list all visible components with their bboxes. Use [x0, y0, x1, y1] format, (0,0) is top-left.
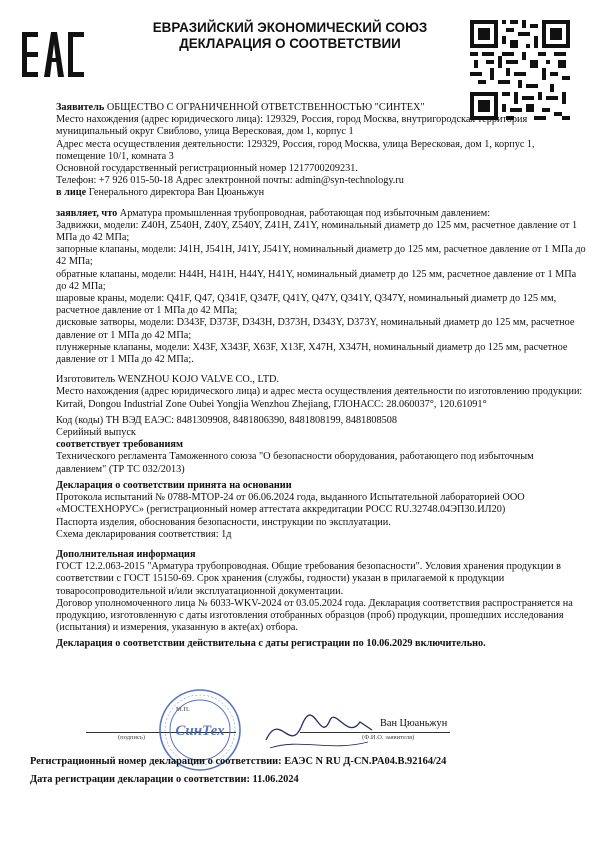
applicant-legal-address: Место нахождения (адрес юридического лица): 129329, Россия, город Москва, внутригородская территория муниципальный округ Свиблово, улица Вересковая, дом 1, корпус 1 — [56, 114, 528, 138]
applicant-ogrn: Основной государственный регистрационный номер 1217700209231. — [56, 163, 358, 175]
product-item: обратные клапаны, модели: H44H, H41H, H44Y, H41Y, номинальный диаметр до 125 мм, расчетное давление от 1 МПа до 42 МПа; — [56, 268, 577, 292]
registration-number: Регистрационный номер декларации о соответствии: ЕАЭС N RU Д-CN.PA04.B.92164/24 — [30, 756, 447, 767]
basis-protocol: Протокола испытаний № 0788-МТОР-24 от 06.06.2024 года, выданного Испытательной лабораторией ООО «МОСТЕХНОРУС» (регистрационный номер аттестата аккредитации РОСС RU.32748.04ЭПЗ0.ИЛ20) — [56, 492, 525, 516]
header-union-title: ЕВРАЗИЙСКИЙ ЭКОНОМИЧЕСКИЙ СОЮЗ — [152, 20, 428, 35]
applicant-contacts: Телефон: +7 926 015-50-18 Адрес электронной почты: admin@syn-technology.ru — [56, 175, 404, 187]
handwritten-signature — [260, 700, 380, 760]
manufacturer-line: Изготовитель WENZHOU KOJO VALVE CO., LTD. — [56, 374, 280, 386]
basis-label: Декларация о соответствии принята на основании — [56, 479, 292, 491]
basis-scheme: Схема декларирования соответствия: 1д — [56, 528, 232, 540]
signature-caption: (подпись) — [118, 734, 145, 741]
product-item: Задвижки, модели: Z40H, Z540H, Z40Y, Z540Y, Z41H, Z41Y, номинальный диаметр до 125 мм, расчетное давление от 1 МПа до 42 МПа; — [56, 219, 578, 244]
product-item: шаровые краны, модели: Q41F, Q47, Q341F, Q347F, Q41Y, Q47Y, Q341Y, Q347Y, номинальный диаметр до 125 мм, расчетное давление от 1 МПа до 42 МПа; — [56, 293, 557, 317]
requirements-label: соответствует требованиям — [56, 439, 183, 451]
applicant-activity-address: Адрес места осуществления деятельности: 129329, Россия, город Москва, улица Вересковая, дом 1, корпус 1, помещение 10/1, комната 3 — [56, 138, 535, 162]
tnved-codes: Код (коды) ТН ВЭД ЕАЭС: 8481309908, 8481806390, 8481808199, 8481808508 — [56, 414, 398, 426]
signer-name: Ван Цюаньжун — [380, 718, 448, 729]
fio-caption: (Ф.И.О. заявителя) — [362, 734, 415, 741]
basis-docs: Паспорта изделия, обоснования безопасности, инструкции по эксплуатации. — [56, 516, 391, 528]
registration-date: Дата регистрации декларации о соответствии: 11.06.2024 — [30, 774, 299, 785]
additional-text-contract: Договор уполномоченного лица № 6033-WKV-2024 от 03.05.2024 года. Декларация соответствия распространяется на продукцию, изготовленную с даты изготовления отобранных образцов (проб) продукции, прошедших исследования (испытания) и измерения, указанную в акте(ах) отбора. — [56, 597, 573, 634]
declaration-body — [56, 102, 586, 651]
document-header — [100, 20, 480, 52]
validity-line: Декларация о соответствии действительна с даты регистрации по 10.06.2029 включительно. — [56, 638, 486, 650]
product-item: дисковые затворы, модели: D343F, D373F, D343H, D373H, D343Y, D373Y, номинальный диаметр до 125 мм, расчетное давление от 1 МПа до 42 МПа; — [56, 317, 575, 341]
eac-logo — [22, 30, 84, 80]
additional-label: Дополнительная информация — [56, 548, 196, 560]
requirements-text: Технического регламента Таможенного союза "О безопасности оборудования, работающего под избыточным давлением" (ТР ТС 032/2013) — [56, 451, 534, 475]
mp-caption: М.П. — [176, 706, 190, 713]
product-item: плунжерные клапаны, модели: X43F, X343F, X63F, X13F, X47H, X347H, номинальный диаметр до 125 мм, расчетное давление от 1 МПа до 42 МПа;. — [56, 341, 568, 366]
applicant-person: в лице Генерального директора Ван Цюаньжун — [56, 187, 265, 199]
product-item: запорные клапаны, модели: J41H, J541H, J41Y, J541Y, номинальный диаметр до 125 мм, расчетное давление от 1 МПа до 42 МПа; — [56, 244, 586, 268]
stamp-center-text: СинТех — [175, 723, 225, 739]
release-type: Серийный выпуск — [56, 427, 136, 439]
additional-text-gost: ГОСТ 12.2.063-2015 "Арматура трубопроводная. Общие требования безопасности". Условия хранения продукции в соответствии с ГОСТ 15150-69. Срок хранения (службы, годности) указан в прилагаемой к продукции товаросопроводительной и/или эксплуатационной документации. — [56, 561, 562, 597]
manufacturer-address: Место нахождения (адрес юридического лица) и адрес места осуществления деятельности по изготовлению продукции: Китай, Dongou Industrial Zone Oubei Yongjia Wenzhou Zhejiang, ГЛОНАСС: 28.060037°, 120.61091° — [56, 386, 583, 410]
applicant-line: Заявитель ОБЩЕСТВО С ОГРАНИЧЕННОЙ ОТВЕТСТВЕННОСТЬЮ "СИНТЕХ" — [56, 102, 425, 113]
header-doc-title: ДЕКЛАРАЦИЯ О СООТВЕТСТВИИ — [179, 36, 401, 51]
declares-line: заявляет, что Арматура промышленная трубопроводная, работающая под избыточным давлением: — [56, 207, 491, 219]
